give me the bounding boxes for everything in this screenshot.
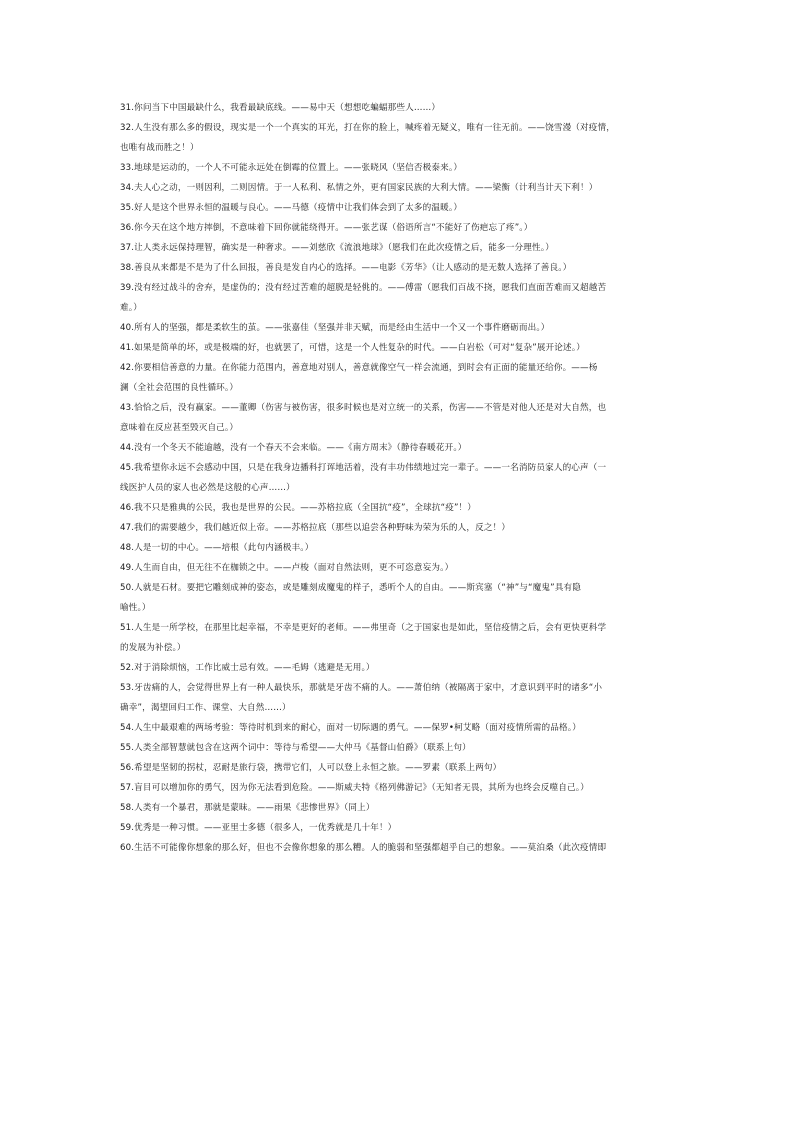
text-line: 线医护人员的家人也必然是这般的心声……）	[120, 483, 295, 493]
text-line: 60.生活不可能像你想象的那么好，但也不会像你想象的那么糟。人的脆弱和坚强都超乎自己的想象。——莫泊桑（此次疫情即	[120, 843, 607, 853]
text-line: 58.人类有一个暴君，那就是蒙昧。——雨果《悲惨世界》（同上）	[120, 803, 375, 813]
text-line: 澜（全社会范围的良性循环。）	[120, 383, 239, 393]
text-line: 45.我希望你永远不会感动中国，只是在我身边播科打诨地活着，没有丰功伟绩地过完一辈子。——一名消防员家人的心声（一	[120, 463, 607, 473]
text-line: 31.你问当下中国最缺什么，我看最缺底线。——易中天（想想吃蝙蝠那些人……）	[120, 103, 441, 113]
text-line: 54.人生中最艰难的两场考验：等待时机到来的耐心，面对一切际遇的勇气。——保罗•柯艾略（面对疫情所需的品格。）	[120, 723, 581, 733]
text-line: 48.人是一切的中心。——培根（此句内涵极丰。）	[120, 543, 314, 553]
text-line: 40.所有人的坚强，都是柔软生的茧。——张嘉佳（坚强并非天赋，而是经由生活中一个又一个事件磨砺而出。）	[120, 323, 550, 333]
text-line: 43.恰恰之后，没有赢家。——董卿（伤害与被伤害，很多时候也是对立统一的关系，伤害——不管是对他人还是对大自然，也	[120, 403, 607, 413]
text-line: 53.牙齿痛的人，会觉得世界上有一种人最快乐，那就是牙齿不痛的人。——萧伯纳（被隔离于家中，才意识到平时的诸多“小	[120, 683, 603, 693]
text-line: 55.人类全部智慧就包含在这两个词中：等待与希望——大仲马《基督山伯爵》（联系上句）	[120, 743, 471, 753]
text-line: 也唯有战而胜之！）	[120, 143, 199, 153]
text-line: 44.没有一个冬天不能逾越，没有一个春天不会来临。——《南方周末》（静待春暖花开。）	[120, 443, 467, 453]
text-line	[120, 858, 678, 878]
text-line: 59.优秀是一种习惯。——亚里士多德（很多人，一优秀就是几十年！）	[120, 823, 397, 833]
text-line: 36.你今天在这个地方摔倒，不意味着下回你就能绕得开。——张艺谋（俗语所言“不能好了伤疤忘了疼”。）	[120, 223, 533, 233]
text-line: 38.善良从来都是不是为了什么回报，善良是发自内心的选择。——电影《芳华》（让人感动的是无数人选择了善良。）	[120, 263, 572, 273]
text-line: 50.人就是石材。要把它雕刻成神的姿态，或是雕刻成魔鬼的样子，悉听个人的自由。——斯宾塞（“神”与“魔鬼”具有隐	[120, 583, 581, 593]
text-line: 的发展为补偿。）	[120, 643, 186, 653]
quote-list	[120, 98, 678, 878]
text-line: 34.夫人心之动，一则因利，二则因情。于一人私利、私情之外，更有国家民族的大利大情。——梁衡（计利当计天下利！）	[120, 183, 598, 193]
text-line: 42.你要相信善意的力量。在你能力范围内，善意地对别人，善意就像空气一样会流通，到时会有正面的能量还给你。——杨	[120, 363, 598, 373]
text-line: 33.地球是运动的，一个人不可能永远处在倒霉的位置上。——张晓风（坚信否极泰来。）	[120, 163, 463, 173]
text-line: 确幸”，渴望回归工作、课堂、大自然……）	[120, 703, 291, 713]
text-line: 57.盲目可以增加你的勇气，因为你无法看到危险。——斯威夫特《格列佛游记》（无知者无畏，其所为也终会反噬自己。）	[120, 783, 589, 793]
text-line: 46.我不只是雅典的公民，我也是世界的公民。——苏格拉底（全国抗“疫”，全球抗“疫”！）	[120, 503, 477, 513]
text-line: 意味着在反应甚至毁灭自己。）	[120, 423, 239, 433]
text-line: 35.好人是这个世界永恒的温暖与良心。——马德（疫情中让我们体会到了太多的温暖。）	[120, 203, 463, 213]
text-line: 56.希望是坚韧的拐杖，忍耐是旅行袋，携带它们，人可以登上永恒之旅。——罗素（联系上两句）	[120, 763, 502, 773]
text-line: 39.没有经过战斗的舍弃，是虚伪的；没有经过苦难的超脱是轻佻的。——傅雷（愿我们百战不挠，愿我们直面苦难而又超越苦	[120, 283, 607, 293]
text-line: 37.让人类永远保持理智，确实是一种奢求。——刘慈欣《流浪地球》（愿我们在此次疫情之后，能多一分理性。）	[120, 243, 554, 253]
text-line: 难。）	[120, 303, 142, 313]
text-line: 49.人生而自由，但无往不在枷锁之中。——卢梭（面对自然法则，更不可恣意妄为。）	[120, 563, 454, 573]
text-line: 喻性。）	[120, 603, 151, 613]
text-line: 52.对于消除烦恼，工作比威士忌有效。——毛姆（逃避是无用。）	[120, 663, 375, 673]
text-line: 32.人生没有那么多的假设，现实是一个一个真实的耳光，打在你的脸上，喊疼着无疑义，唯有一往无前。——饶雪漫（对疫情，	[120, 123, 616, 133]
text-line: 51.人生是一所学校，在那里比起幸福，不幸是更好的老师。——弗里奇（之于国家也是如此，坚信疫情之后，会有更快更科学	[120, 623, 607, 633]
text-line: 41.如果是简单的坏，或是极端的好，也就罢了，可惜，这是一个人性复杂的时代。——白岩松（可对“复杂”展开论述。）	[120, 343, 585, 353]
text-line: 47.我们的需要越少，我们越近似上帝。——苏格拉底（那些以追尝各种野味为荣为乐的人，反之！）	[120, 523, 511, 533]
